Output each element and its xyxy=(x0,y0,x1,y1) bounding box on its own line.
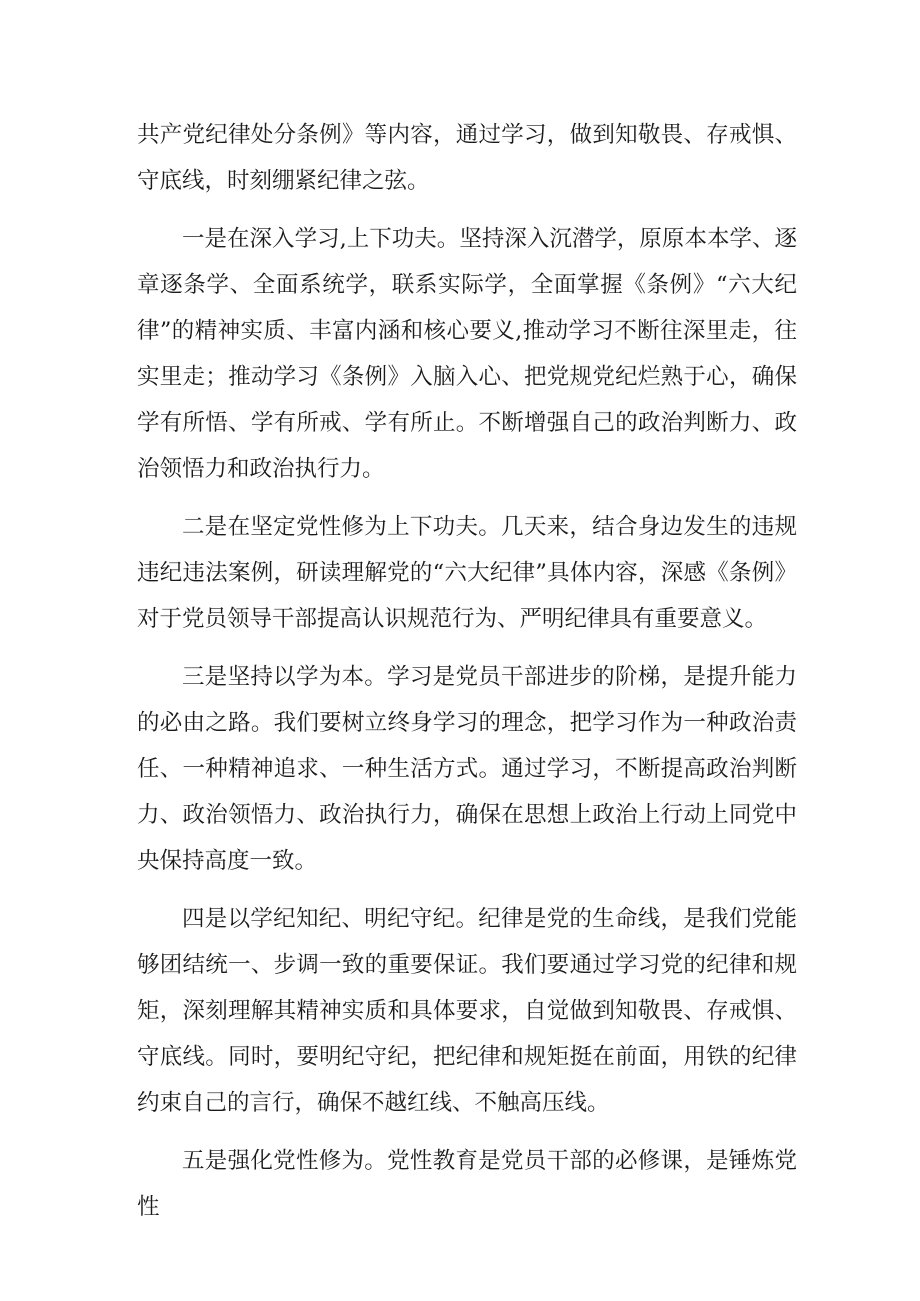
paragraph-continuation: 共产党纪律处分条例》等内容，通过学习，做到知敬畏、存戒惧、守底线，时刻绷紧纪律之弦。 xyxy=(137,122,797,194)
paragraph-point-five: 五是强化党性修为。党性教育是党员干部的必修课，是锤炼党性 xyxy=(137,1148,797,1220)
paragraph-point-three: 三是坚持以学为本。学习是党员干部进步的阶梯，是提升能力的必由之路。我们要树立终身学习的理念，把学习作为一种政治责任、一种精神追求、一种生活方式。通过学习，不断提高政治判断力、政治领悟力、政治执行力，确保在思想上政治上行动上同党中央保持高度一致。 xyxy=(137,664,797,874)
paragraph-point-one: 一是在深入学习,上下功夫。坚持深入沉潜学，原原本本学、逐章逐条学、全面系统学，联系实际学，全面掌握《条例》“六大纪律”的精神实质、丰富内涵和核心要义,推动学习不断往深里走，往实里走；推动学习《条例》入脑入心、把党规党纪烂熟于心，确保学有所悟、学有所戒、学有所止。不断增强自己的政治判断力、政治领悟力和政治执行力。 xyxy=(137,226,797,482)
document-body xyxy=(137,112,797,1242)
paragraph-point-two: 二是在坚定党性修为上下功夫。几天来，结合身边发生的违规违纪违法案例，研读理解党的“六大纪律”具体内容，深感《条例》对于党员领导干部提高认识规范行为、严明纪律具有重要意义。 xyxy=(137,514,797,632)
paragraph-point-four: 四是以学纪知纪、明纪守纪。纪律是党的生命线，是我们党能够团结统一、步调一致的重要保证。我们要通过学习党的纪律和规矩，深刻理解其精神实质和具体要求，自觉做到知敬畏、存戒惧、守底线。同时，要明纪守纪，把纪律和规矩挺在前面，用铁的纪律约束自己的言行，确保不越红线、不触高压线。 xyxy=(137,906,797,1116)
